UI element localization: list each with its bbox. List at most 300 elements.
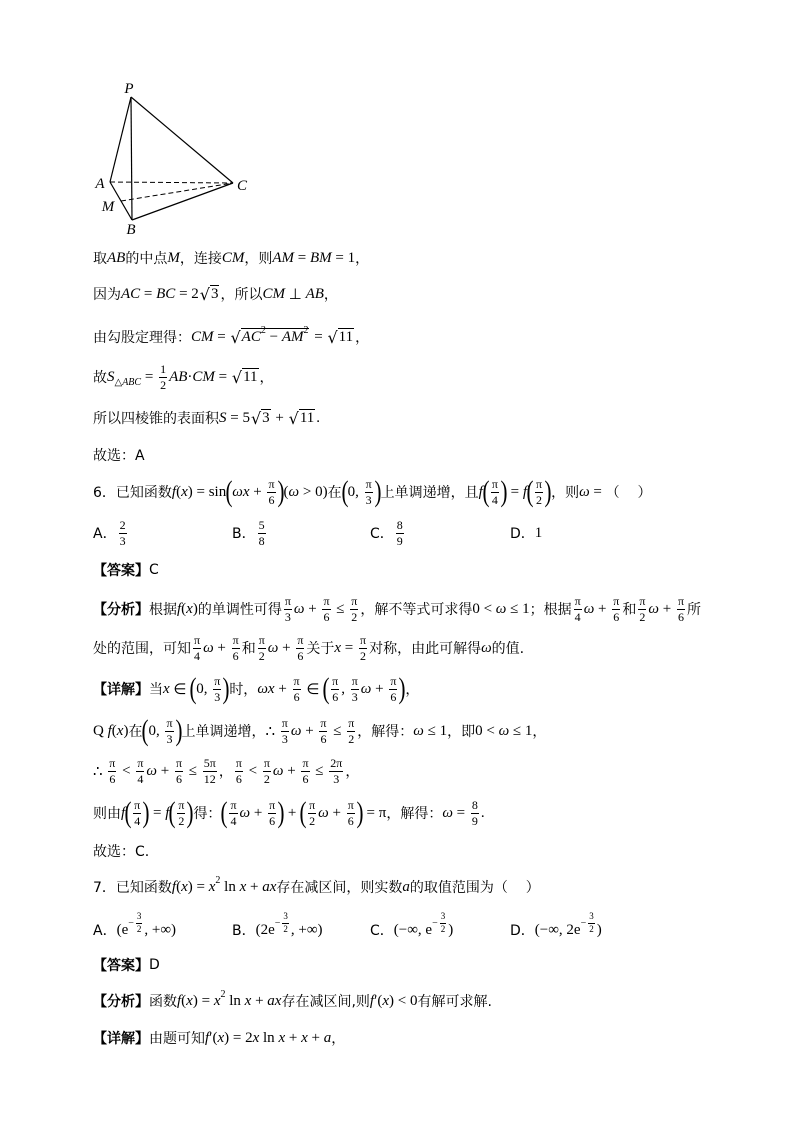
math-symbol: π — [268, 476, 275, 491]
math-symbol: 6 — [323, 609, 330, 624]
math-symbol: √ 11 — [243, 369, 258, 385]
math-symbol: ≤ — [332, 600, 349, 617]
math-symbol: 3 — [365, 492, 372, 507]
text-run: 由勾股定理得： — [93, 330, 191, 346]
math-symbol: + — [328, 804, 345, 821]
math-symbol: π — [297, 632, 304, 647]
fraction-numerator — [133, 799, 141, 814]
fraction-numerator — [281, 717, 289, 732]
fraction-numerator — [177, 799, 185, 814]
big-parenthesis: ( — [299, 796, 307, 829]
math-variable: x — [213, 992, 221, 1009]
math-symbol: ( — [181, 992, 187, 1009]
section-label: 【分析】 — [93, 602, 149, 618]
math-symbol: 6 — [232, 648, 239, 663]
math-symbol: 6 — [320, 731, 327, 746]
big-parenthesis: ( — [225, 475, 233, 508]
fraction-denominator — [108, 772, 116, 786]
fraction-numerator — [258, 519, 266, 534]
math-symbol: 9 — [471, 813, 478, 828]
text-run: ，解不等式可求得 — [360, 602, 473, 618]
fraction — [677, 595, 685, 623]
math-symbol: 6 — [268, 492, 275, 507]
text-run: ， — [345, 764, 360, 780]
math-symbol: + — [271, 409, 288, 426]
fraction-numerator — [331, 675, 339, 690]
edge-pc — [131, 97, 233, 183]
fraction-denominator — [136, 924, 143, 934]
math-variable: f — [121, 804, 126, 821]
fraction — [574, 595, 582, 623]
superscript — [581, 912, 597, 934]
fraction-numerator — [347, 799, 355, 814]
text-run: ，所以 — [220, 287, 263, 303]
fraction-denominator — [203, 772, 217, 786]
fraction — [535, 478, 543, 506]
math-symbol: ) — [448, 921, 454, 938]
fraction-numerator — [284, 595, 292, 610]
subscript — [115, 377, 142, 388]
math-variable: AB — [169, 368, 188, 385]
fraction-denominator — [347, 732, 355, 746]
math-symbol: π — [365, 476, 372, 491]
math-symbol: π — [281, 715, 288, 730]
fraction-denominator — [165, 732, 173, 746]
fraction-numerator — [612, 595, 620, 610]
math-variable: CM — [262, 285, 285, 302]
big-parenthesis: ) — [374, 475, 382, 508]
fraction — [281, 717, 289, 745]
edge-ac-dashed — [110, 182, 233, 183]
math-symbol: 2 — [348, 731, 355, 746]
math-symbol: ln — [220, 878, 240, 895]
math-symbol: (2e — [255, 921, 275, 938]
fraction — [308, 799, 316, 827]
text-run: ， — [532, 724, 547, 740]
vertex-label-m: M — [101, 199, 115, 215]
math-symbol: + — [284, 804, 301, 821]
math-symbol: 2 — [258, 648, 265, 663]
math-symbol: 2 — [119, 517, 126, 532]
math-symbol: 6 — [302, 771, 309, 786]
math-symbol: + — [278, 639, 295, 656]
fraction-denominator — [535, 493, 543, 507]
math-symbol: 5 — [258, 517, 265, 532]
fraction-denominator — [322, 610, 330, 624]
math-symbol: = — [213, 328, 230, 345]
math-symbol: . — [316, 409, 321, 426]
big-parenthesis: ( — [220, 796, 228, 829]
math-symbol: 2 — [639, 609, 646, 624]
math-symbol: 6 — [332, 689, 339, 704]
text-run: ， — [218, 764, 233, 780]
math-symbol: . — [480, 804, 485, 821]
math-symbol: ≤ 1 — [509, 722, 533, 739]
fraction-denominator — [440, 924, 447, 934]
text-run: A． — [93, 526, 117, 542]
math-symbol: 4 — [574, 609, 581, 624]
math-symbol: + — [213, 639, 230, 656]
fraction-denominator — [574, 610, 582, 624]
fraction — [165, 717, 173, 745]
math-variable: ω — [293, 600, 305, 617]
text-run: 由题可知 — [149, 1031, 205, 1047]
fraction-denominator — [258, 534, 266, 548]
math-symbol: ) = — [187, 878, 209, 895]
fraction — [258, 519, 266, 547]
math-symbol: ( — [181, 600, 187, 617]
math-variable: x — [186, 992, 193, 1009]
fraction-denominator — [229, 814, 237, 828]
fraction — [301, 757, 309, 785]
math-symbol: π — [235, 755, 242, 770]
math-symbol: 3 — [281, 731, 288, 746]
math-symbol: π — [232, 632, 239, 647]
math-symbol: 2 — [440, 923, 446, 934]
edge-bc — [132, 183, 233, 220]
superscript — [432, 912, 448, 934]
math-variable: S — [107, 368, 115, 385]
math-symbol: · — [187, 368, 193, 385]
math-symbol: √ 11 — [299, 410, 315, 426]
math-symbol: = — [452, 804, 469, 821]
text-run: 函数 — [149, 994, 177, 1010]
big-parenthesis: ( — [341, 475, 349, 508]
text-run: 故选：C. — [93, 844, 150, 860]
math-variable: x — [181, 878, 188, 895]
math-symbol: 0 < — [475, 722, 499, 739]
q6-detail-line-2 — [93, 711, 546, 751]
fraction-denominator — [281, 732, 289, 746]
square-root — [200, 285, 220, 304]
math-variable: x — [217, 1029, 225, 1046]
math-symbol: , — [341, 680, 349, 697]
q7-option-c — [370, 910, 453, 950]
math-variable: x — [116, 722, 124, 739]
math-symbol: = 2 — [175, 285, 199, 302]
radicand — [261, 409, 271, 428]
q7-stem — [93, 867, 540, 907]
math-symbol: 6 — [175, 771, 182, 786]
fraction-denominator — [175, 772, 183, 786]
math-variable: ω — [579, 483, 590, 500]
fraction-numerator — [588, 912, 595, 923]
math-symbol: ≤ — [311, 762, 328, 779]
fraction — [284, 595, 292, 623]
superscript — [220, 989, 225, 1000]
q7-detail — [93, 1018, 345, 1058]
fraction-denominator — [471, 814, 479, 828]
fraction — [175, 757, 183, 785]
fraction-denominator — [159, 378, 167, 392]
radicand — [338, 328, 354, 347]
text-run: C． — [370, 923, 394, 939]
fraction-numerator — [268, 799, 276, 814]
math-symbol: 3 — [589, 911, 594, 922]
math-symbol: 6 — [390, 689, 397, 704]
fraction — [263, 757, 271, 785]
q5-pythagoras-line — [93, 317, 369, 357]
text-run: 则由 — [93, 806, 121, 822]
math-symbol: ∴ — [265, 723, 279, 740]
math-symbol: 2 — [263, 771, 270, 786]
text-run: （ ） — [605, 485, 652, 501]
text-run: 取 — [93, 251, 107, 267]
math-variable: a — [402, 878, 410, 895]
math-symbol: 6 — [269, 813, 276, 828]
fraction-numerator — [136, 912, 143, 923]
text-run: 的单调性可得 — [197, 602, 282, 618]
superscript — [275, 912, 291, 934]
fraction-denominator — [612, 610, 620, 624]
math-variable: ω — [290, 722, 302, 739]
section-label: 【详解】 — [93, 1031, 149, 1047]
fraction-denominator — [268, 814, 276, 828]
fraction — [133, 799, 141, 827]
math-symbol: 6 — [347, 813, 354, 828]
math-symbol: ′( — [209, 1029, 218, 1046]
fraction-numerator — [165, 717, 173, 732]
math-symbol: π — [166, 715, 173, 730]
text-run: ， — [323, 287, 338, 303]
fraction-numerator — [296, 634, 304, 649]
math-symbol: 6 — [109, 771, 116, 786]
math-variable: f — [171, 483, 177, 500]
math-symbol: − — [432, 917, 438, 929]
text-run: 故 — [93, 370, 107, 386]
math-symbol: ( — [283, 483, 289, 500]
math-symbol: + — [246, 878, 263, 895]
math-variable: x — [239, 878, 247, 895]
fraction-denominator — [491, 493, 499, 507]
q6-stem — [93, 472, 651, 512]
fraction — [638, 595, 646, 623]
fraction — [347, 799, 355, 827]
math-variable: S — [219, 409, 227, 426]
fraction-numerator — [263, 757, 271, 772]
fraction-numerator — [359, 634, 367, 649]
fraction-numerator — [229, 799, 237, 814]
math-variable: ω — [583, 600, 595, 617]
big-parenthesis: ) — [277, 796, 285, 829]
math-symbol: 4 — [194, 648, 201, 663]
fraction — [365, 478, 373, 506]
text-run: 存在减区间，则实数 — [276, 880, 403, 896]
text-run: ， — [405, 682, 420, 698]
math-symbol: 2 — [303, 325, 309, 336]
fraction-numerator — [213, 675, 221, 690]
fraction — [347, 717, 355, 745]
text-run: 时， — [229, 682, 258, 698]
text-run: ， — [331, 1031, 346, 1047]
edge-pa — [110, 97, 131, 182]
math-variable: x — [181, 483, 188, 500]
math-symbol: 6 — [613, 609, 620, 624]
math-symbol: − — [580, 917, 587, 929]
fraction — [296, 634, 304, 662]
math-symbol: 2 — [351, 609, 358, 624]
fraction-numerator — [258, 634, 266, 649]
superscript — [303, 325, 308, 336]
math-symbol: 2 — [160, 377, 167, 392]
math-symbol: 6 — [235, 771, 242, 786]
math-symbol: π — [320, 715, 327, 730]
text-run: ， — [355, 330, 370, 346]
math-symbol: 3 — [351, 689, 358, 704]
text-run: 的值. — [491, 641, 525, 657]
math-symbol: Q — [93, 722, 108, 739]
fraction — [351, 675, 359, 703]
math-variable: ω — [288, 483, 300, 500]
math-variable: AC — [121, 285, 141, 302]
math-variable: x — [244, 992, 252, 1009]
fraction — [232, 634, 240, 662]
math-variable: BC — [156, 285, 176, 302]
fraction-numerator — [491, 478, 499, 493]
text-run: 和 — [241, 641, 256, 657]
math-symbol: 2 — [136, 923, 142, 934]
math-symbol: 2 — [589, 923, 594, 934]
superscript — [215, 875, 220, 886]
math-variable: f — [522, 483, 528, 500]
math-symbol: < — [244, 762, 261, 779]
math-symbol: ln — [259, 1029, 279, 1046]
fraction — [396, 519, 404, 547]
math-symbol: 5π — [203, 755, 216, 770]
fraction-denominator — [351, 690, 359, 704]
math-symbol: ( — [111, 722, 117, 739]
math-symbol: 3 — [166, 731, 173, 746]
math-variable: f — [177, 992, 182, 1009]
fraction-numerator — [159, 363, 167, 378]
text-run: ，则 — [244, 251, 273, 267]
text-run: 故选：A — [93, 448, 145, 464]
fraction-numerator — [108, 757, 116, 772]
text-run: 的取值范围为（ ） — [409, 880, 540, 896]
math-variable: ω — [272, 762, 284, 779]
fraction-numerator — [235, 757, 243, 772]
fraction-numerator — [396, 519, 404, 534]
fraction-numerator — [677, 595, 685, 610]
math-symbol: 2 — [178, 813, 185, 828]
fraction — [322, 595, 330, 623]
math-symbol: (e — [116, 921, 129, 938]
big-parenthesis: ) — [544, 475, 552, 508]
math-symbol: ) — [192, 600, 198, 617]
math-variable: AM — [272, 249, 294, 266]
fraction-numerator — [308, 799, 316, 814]
math-variable: ax — [262, 878, 277, 895]
fraction-numerator — [440, 912, 447, 923]
math-symbol: 1 — [534, 524, 543, 541]
math-symbol: = 1 — [331, 249, 356, 266]
text-run: 在 — [327, 485, 342, 501]
fraction — [350, 595, 358, 623]
math-variable: x — [163, 680, 170, 697]
square-root — [230, 325, 309, 347]
math-variable: x — [334, 639, 342, 656]
q5-midpoint-line — [93, 238, 369, 278]
text-run: B． — [232, 923, 256, 939]
math-symbol: π — [348, 715, 355, 730]
fraction-denominator — [284, 610, 292, 624]
q6-option-a — [93, 513, 129, 553]
math-symbol: π — [332, 673, 339, 688]
fraction-denominator — [347, 814, 355, 828]
math-symbol: 2 — [215, 874, 221, 886]
q7-option-b — [232, 910, 323, 950]
q5-choice-line — [93, 435, 145, 475]
fraction-numerator — [267, 478, 275, 493]
fraction — [213, 675, 221, 703]
fraction-denominator — [296, 649, 304, 663]
math-symbol: π — [351, 673, 358, 688]
math-symbol: π — [175, 755, 183, 770]
math-variable: x — [301, 1029, 308, 1046]
math-symbol: = — [149, 804, 166, 821]
math-symbol: π — [302, 755, 309, 770]
fraction-numerator — [350, 595, 358, 610]
text-run: 存在减区间,则 — [281, 994, 370, 1010]
math-variable: f — [369, 992, 375, 1009]
math-symbol: 2 — [536, 492, 543, 507]
fraction-numerator — [471, 799, 479, 814]
q7-option-d — [510, 910, 602, 950]
text-run: ，即 — [447, 724, 476, 740]
fraction-denominator — [119, 534, 127, 548]
big-parenthesis: ( — [141, 714, 149, 747]
math-symbol: π — [263, 755, 270, 770]
text-run: 对称，由此可解得 — [369, 641, 482, 657]
fraction-numerator — [322, 595, 330, 610]
fraction-denominator — [263, 772, 271, 786]
fraction-denominator — [677, 610, 685, 624]
math-symbol: = — [214, 368, 231, 385]
fraction-numerator — [203, 757, 217, 772]
math-symbol: π — [536, 476, 543, 491]
math-variable: ω — [413, 722, 424, 739]
edge-pb — [131, 97, 132, 220]
math-symbol: π — [323, 593, 330, 608]
math-variable: f — [165, 804, 170, 821]
math-variable: x — [208, 878, 216, 895]
math-variable: ω — [442, 804, 453, 821]
fraction-numerator — [535, 478, 543, 493]
text-run: 因为 — [93, 287, 121, 303]
q5-surface-area-line — [93, 398, 320, 438]
big-parenthesis: ) — [277, 475, 285, 508]
math-symbol: + — [594, 600, 611, 617]
fraction-denominator — [331, 690, 339, 704]
math-symbol: 8 — [396, 517, 403, 532]
math-variable: a — [323, 1029, 332, 1046]
math-variable: AB — [107, 249, 126, 266]
fraction — [329, 757, 343, 785]
math-variable: x — [186, 600, 193, 617]
fraction-denominator — [350, 610, 358, 624]
q6-answer — [93, 550, 159, 590]
fraction — [267, 478, 275, 506]
radicand — [210, 285, 220, 304]
text-run: D． — [510, 526, 535, 542]
fraction — [588, 912, 595, 934]
text-run: 的中点 — [125, 251, 168, 267]
math-symbol: > 0) — [299, 483, 328, 500]
fraction-numerator — [301, 757, 309, 772]
math-symbol: ) = sin — [187, 483, 227, 500]
math-symbol: 4 — [491, 492, 498, 507]
math-symbol: π — [269, 797, 276, 812]
